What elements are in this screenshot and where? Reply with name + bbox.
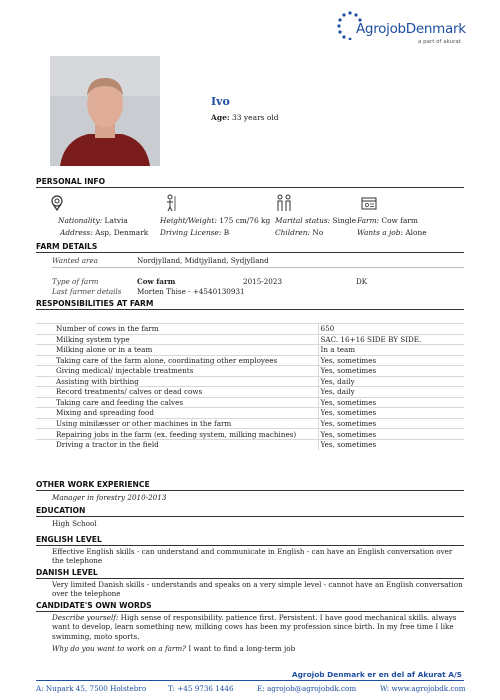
other-work-experience: Manager in forestry 2010-2013 bbox=[52, 493, 167, 502]
responsibility-value: Yes, daily bbox=[318, 376, 464, 387]
responsibility-task: Using minilæsser or other machines in the farm bbox=[36, 418, 318, 429]
own-words-why-farm: Why do you want to work on a farm? I want to find a long-term job bbox=[52, 644, 296, 653]
footer-divider bbox=[36, 680, 464, 681]
responsibility-value: In a team bbox=[318, 345, 464, 356]
nationality: Nationality: Latvia bbox=[58, 216, 128, 225]
education-value: High School bbox=[52, 519, 97, 528]
last-farmer: Morten Thise - +4540130931 bbox=[137, 287, 245, 296]
divider bbox=[36, 516, 464, 517]
farm-job-icon bbox=[360, 194, 378, 212]
height-weight: Height/Weight: 175 cm/76 kg bbox=[160, 216, 271, 225]
responsibility-task: Number of cows in the farm bbox=[36, 324, 318, 335]
profile-photo bbox=[50, 56, 160, 166]
address: Address: Asp, Denmark bbox=[60, 228, 149, 237]
marital-status: Marital status: Single bbox=[275, 216, 357, 225]
section-own-words: CANDIDATE'S OWN WORDS bbox=[36, 601, 152, 610]
last-farmer-label: Last farmer details bbox=[52, 287, 122, 296]
responsibility-value: Yes, sometimes bbox=[318, 397, 464, 408]
responsibility-row bbox=[36, 408, 464, 419]
family-icon bbox=[275, 194, 293, 212]
brand-name: AgrojobDenmark bbox=[356, 21, 466, 37]
responsibility-row bbox=[36, 355, 464, 366]
divider bbox=[36, 490, 464, 491]
responsibility-task: Mixing and spreading food bbox=[36, 408, 318, 419]
type-of-farm: Cow farm bbox=[137, 277, 176, 286]
own-words-describe: Describe yourself: High sense of responsibility. patience first. Persistent. I have good mechanical skills. always want to develop, learn something new, milking cows has been my profession since birth. In my free time I like swimming, moto sports. bbox=[52, 613, 457, 641]
wanted-area: Nordjylland, Midtjylland, Sydjylland bbox=[137, 256, 269, 265]
responsibility-row bbox=[36, 345, 464, 356]
section-personal-info: PERSONAL INFO bbox=[36, 177, 106, 186]
responsibility-value: Yes, daily bbox=[318, 387, 464, 398]
height-weight-person-icon bbox=[162, 194, 180, 212]
responsibility-value: SAC. 16+16 SIDE BY SIDE. bbox=[318, 334, 464, 345]
section-other-work: OTHER WORK EXPERIENCE bbox=[36, 480, 150, 489]
section-english-level: ENGLISH LEVEL bbox=[36, 535, 102, 544]
responsibility-row bbox=[36, 376, 464, 387]
farm-country: DK bbox=[356, 277, 368, 286]
type-of-farm-label: Type of farm bbox=[52, 277, 99, 286]
responsibility-task: Giving medical/ injectable treatments bbox=[36, 366, 318, 377]
responsibility-value: Yes, sometimes bbox=[318, 366, 464, 377]
divider bbox=[36, 545, 464, 546]
divider bbox=[36, 187, 464, 188]
driving-license: Driving License: B bbox=[160, 228, 230, 237]
responsibility-value: Yes, sometimes bbox=[318, 440, 464, 451]
responsibility-task: Milking alone or in a team bbox=[36, 345, 318, 356]
footer-company: Agrojob Denmark er en del af Akurat A/S bbox=[291, 670, 462, 679]
section-education: EDUCATION bbox=[36, 506, 86, 515]
responsibility-task: Taking care of the farm alone, coordinating other employees bbox=[36, 355, 318, 366]
responsibility-task: Assisting with birthing bbox=[36, 376, 318, 387]
divider bbox=[36, 611, 464, 612]
agrojob-logo bbox=[336, 8, 496, 50]
responsibility-row bbox=[36, 397, 464, 408]
nationality-location-icon bbox=[48, 194, 66, 212]
footer-web[interactable]: W: www.agrojobdk.com bbox=[380, 684, 466, 693]
brand-sub: a part of akurat bbox=[418, 39, 461, 45]
section-farm-details: FARM DETAILS bbox=[36, 242, 98, 251]
responsibility-row bbox=[36, 334, 464, 345]
responsibility-row bbox=[36, 387, 464, 398]
responsibility-value: Yes, sometimes bbox=[318, 355, 464, 366]
farm-period: 2015-2023 bbox=[243, 277, 283, 286]
farm-type: Farm: Cow farm bbox=[357, 216, 418, 225]
candidate-name: Ivo bbox=[211, 95, 230, 108]
responsibility-row bbox=[36, 440, 464, 451]
responsibility-row bbox=[36, 324, 464, 335]
candidate-age: Age: 33 years old bbox=[211, 113, 279, 122]
responsibility-row bbox=[36, 366, 464, 377]
section-responsibilities: RESPONSIBILITIES AT FARM bbox=[36, 299, 154, 308]
responsibility-row bbox=[36, 429, 464, 440]
divider bbox=[52, 267, 464, 268]
responsibility-task: Driving a tractor in the field bbox=[36, 440, 318, 451]
footer-address: A: Nupark 45, 7500 Holstebro bbox=[36, 684, 147, 693]
responsibility-task: Taking care and feeding the calves bbox=[36, 397, 318, 408]
wanted-area-label: Wanted area bbox=[52, 256, 98, 265]
responsibility-value: Yes, sometimes bbox=[318, 408, 464, 419]
footer-phone: T: +45 9736 1446 bbox=[168, 684, 234, 693]
wants-a-job: Wants a job: Alone bbox=[357, 228, 427, 237]
responsibility-task: Repairing jobs in the farm (ex. feeding system, milking machines) bbox=[36, 429, 318, 440]
responsibility-value: Yes, sometimes bbox=[318, 418, 464, 429]
responsibility-row bbox=[36, 418, 464, 429]
divider bbox=[36, 252, 464, 253]
responsibility-value: Yes, sometimes bbox=[318, 429, 464, 440]
responsibility-task: Record treatments/ calves or dead cows bbox=[36, 387, 318, 398]
responsibilities-table bbox=[36, 323, 464, 450]
divider bbox=[36, 309, 464, 310]
footer-email[interactable]: E: agrojob@agrojobdk.com bbox=[257, 684, 357, 693]
children: Children: No bbox=[275, 228, 324, 237]
responsibility-task: Milking system type bbox=[36, 334, 318, 345]
danish-level: Very limited Danish skills - understands and speaks on a very simple level - cannot have an English conversation over the telephone bbox=[52, 580, 463, 599]
responsibility-value: 650 bbox=[318, 324, 464, 335]
section-danish-level: DANISH LEVEL bbox=[36, 568, 98, 577]
divider bbox=[36, 578, 464, 579]
english-level: Effective English skills - can understand and communicate in English - can have an English conversation over the telephone bbox=[52, 547, 453, 566]
